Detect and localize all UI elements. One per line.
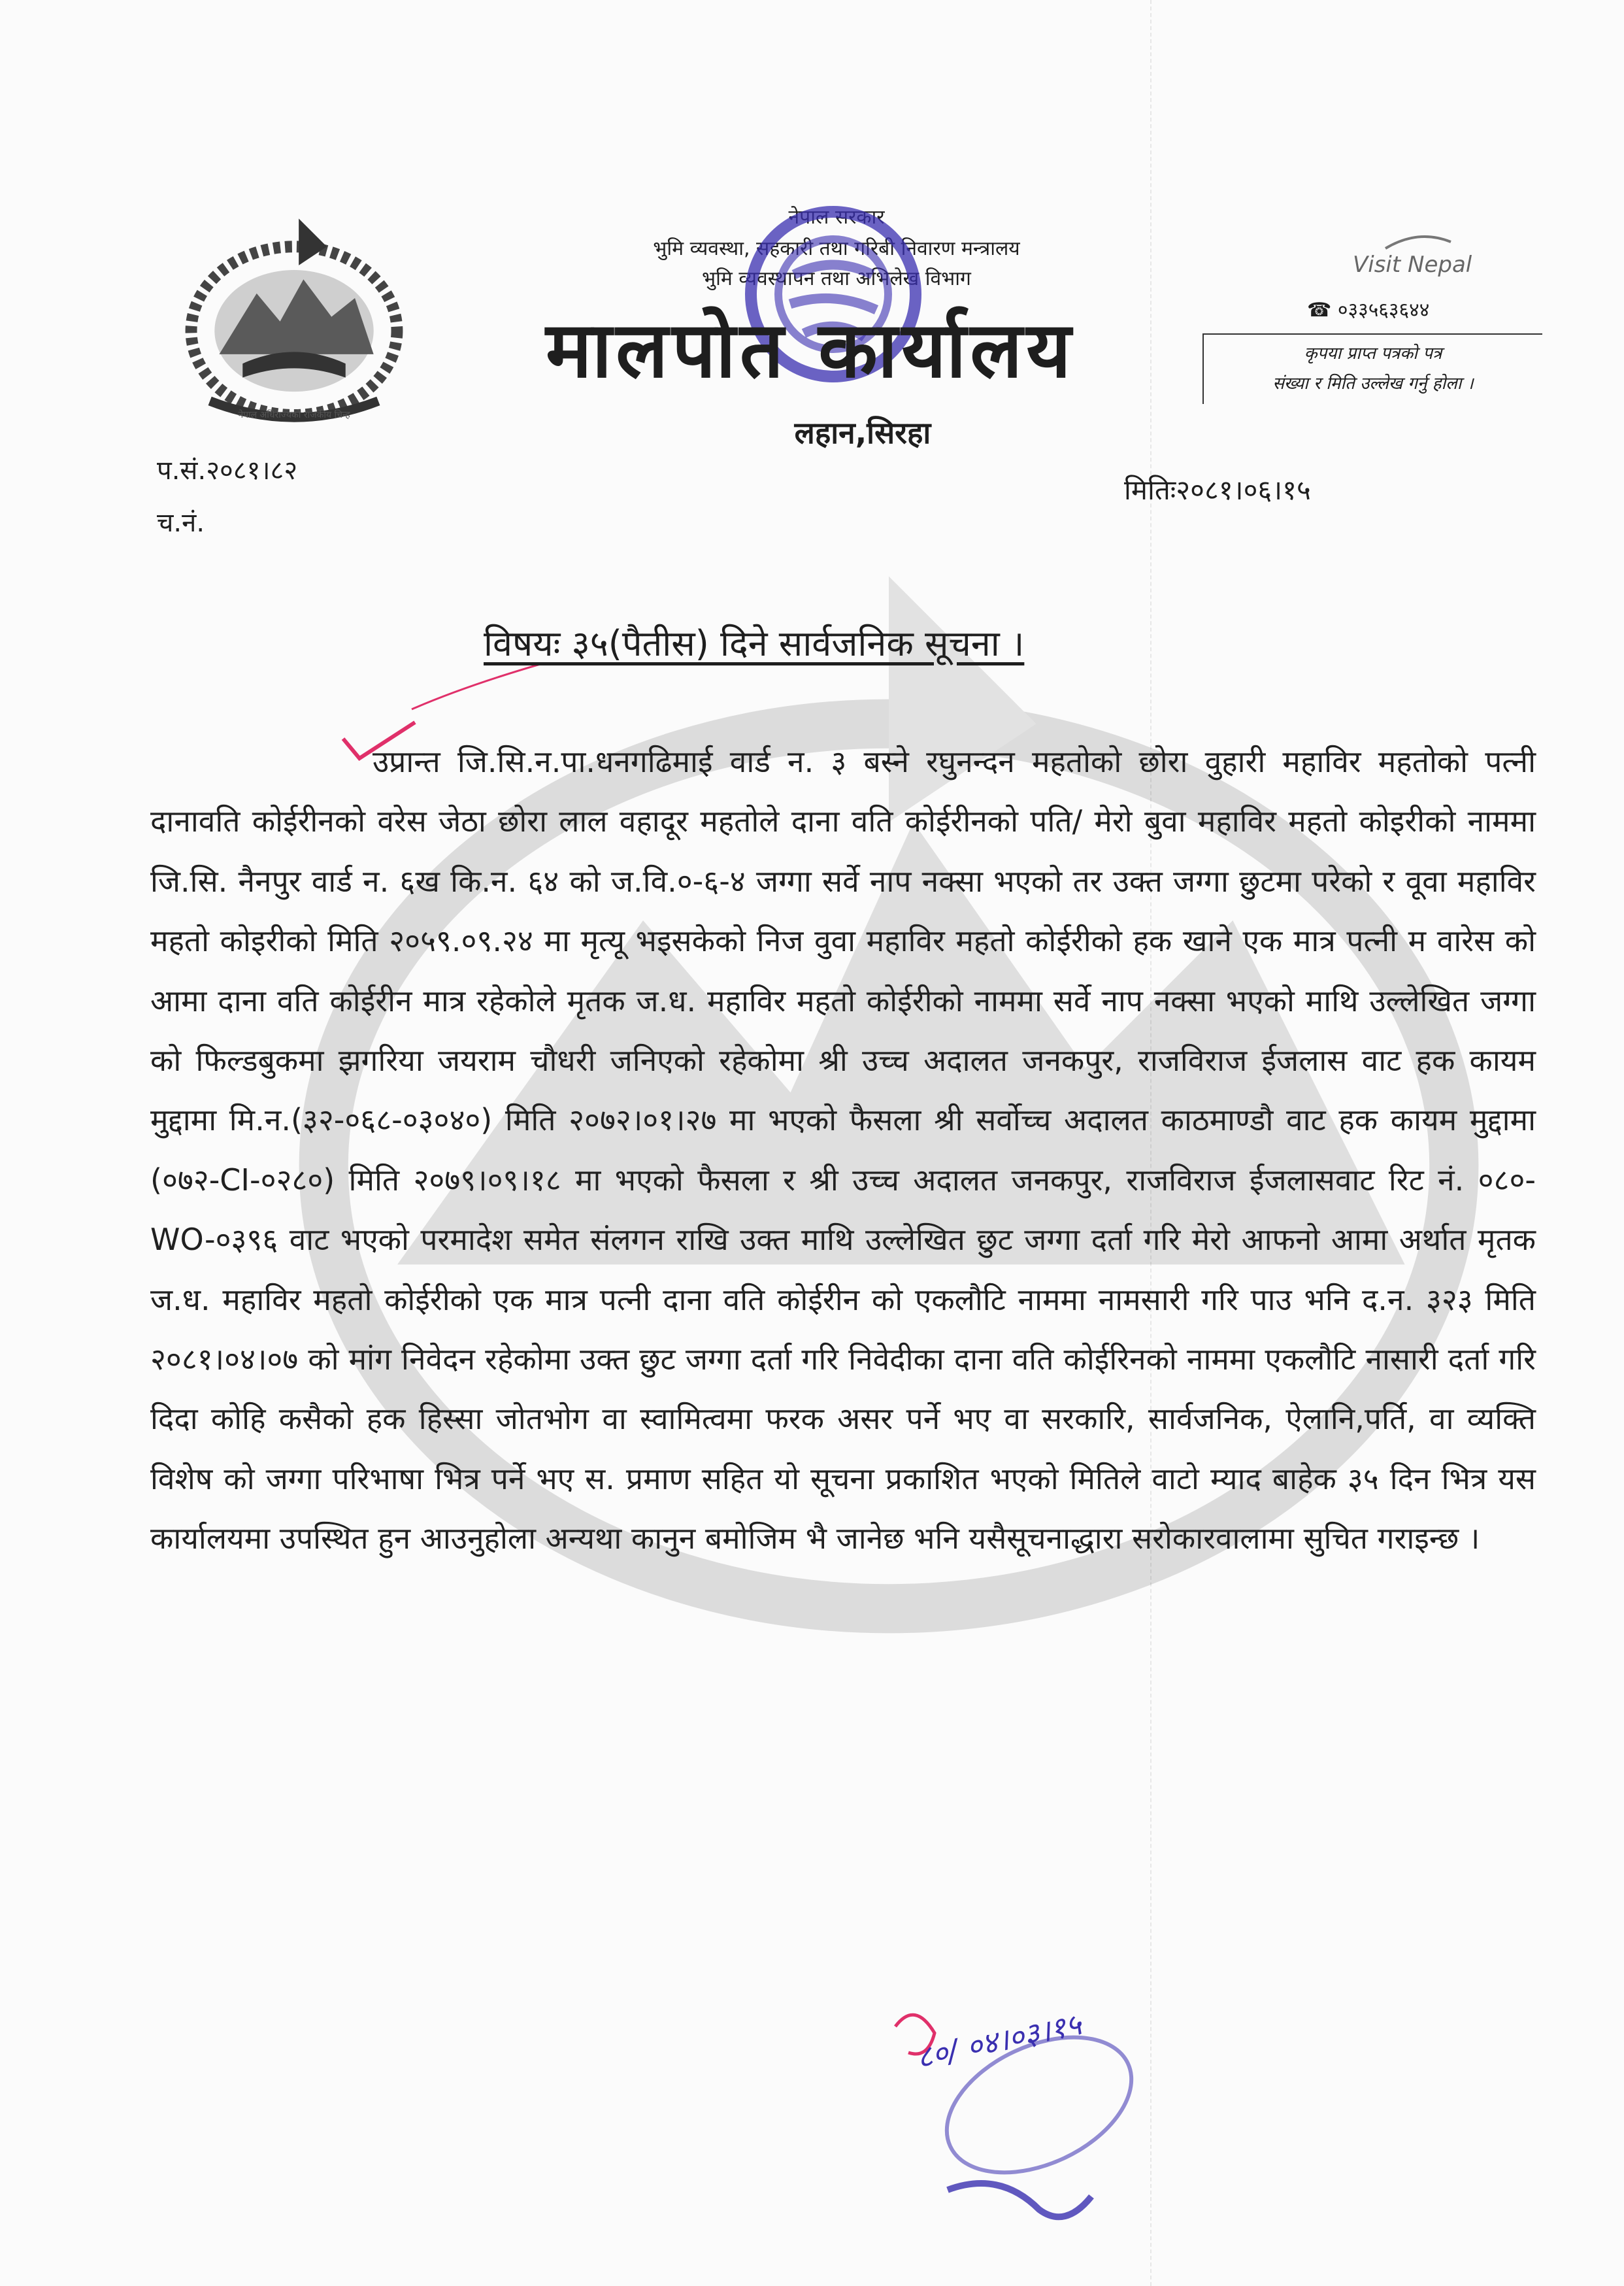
instruction-note-box xyxy=(1202,333,1542,404)
subject-heading: विषयः ३५(पैतीस) दिने सार्वजनिक सूचना । xyxy=(484,623,1025,664)
gov-line-1: नेपाल सरकार xyxy=(788,206,885,229)
note-line-2: संख्या र मिति उल्लेख गर्नु होला । xyxy=(1272,374,1474,394)
notice-body: उप्रान्त जि.सि.न.पा.धनगढिमाई वार्ड न. ३ बस्ने रघुनन्दन महतोको छोरा वुहारी महाविर महतोको पत्नी दानावति कोईरीनको वरेस जेठा छोरा लाल वहादूर महतोले दाना वति कोईरीनको पति/ मेरो बुवा महाविर महतो कोइरीको नाममा जि.सि. नैनपुर वार्ड न. ६ख कि.न. ६४ को ज.वि.०-६-४ जग्गा सर्वे नाप नक्सा भएको तर उक्त जग्गा छुटमा परेको र वूवा महाविर महतो कोइरीको मिति २०५९.०९.२४ मा मृत्यू भइसकेको निज वुवा महाविर महतो कोईरीको हक खाने एक मात्र पत्नी म वारेस को आमा दाना वति कोईरीन मात्र रहेकोले मृतक ज.ध. महाविर महतो कोईरीको नाममा सर्वे नाप नक्सा भएको माथि उल्लेखित जग्गा को फिल्डबुकमा झगरिया जयराम चौधरी जनिएको रहेकोमा श्री उच्च अदालत जनकपुर, राजविराज ईजलास वाट हक कायम मुद्दामा मि.न.(३२-०६८-०३०४०) मिति २०७२।०१।२७ मा भएको फैसला श्री सर्वोच्च अदालत काठमाण्डौ वाट हक कायम मुद्दामा (०७२-CI-०२८०) मिति २०७९।०९।१८ मा भएको फैसला र श्री उच्च अदालत जनकपुर, राजविराज ईजलासवाट रिट नं. ०८०-WO-०३९६ वाट भएको परमादेश समेत संलगन राखि उक्त माथि उल्लेखित छुट जग्गा दर्ता गरि मेरो आफनो आमा अर्थात मृतक ज.ध. महाविर महतो कोईरीको एक मात्र पत्नी दाना वति कोईरीन को एकलौटि नाममा नामसारी गरि पाउ भनि द.न. ३२३ मिति २०८१।०४।०७ को मांग निवेदन रहेकोमा उक्त छुट जग्गा दर्ता गरि निवेदीका दाना वति कोईरिनको नाममा एकलौटि नासारी दर्ता गरि दिदा कोहि कसैको हक हिस्सा जोतभोग वा स्वामित्वमा फरक असर पर्ने भए वा सरकारि, सार्वजनिक, ऐलानि,पर्ति, वा व्यक्ति विशेष को जग्गा परिभाषा भित्र पर्ने भए स. प्रमाण सहित यो सूचना प्रकाशित भएको मितिले वाटो म्याद बाहेक ३५ दिन भित्र यस कार्यालयमा उपस्थित हुन आउनुहोला अन्यथा कानुन बमोजिम भै जानेछ भनि यसैसूचनाद्धारा सरोकारवालामा सुचित गराइन्छ । xyxy=(150,744,1536,1556)
gov-line-2: भुमि व्यवस्था, सहकारी तथा गरिबी निवारण मन्त्रालय xyxy=(653,237,1020,260)
nepal-emblem-icon xyxy=(176,209,412,431)
svg-text:Visit Nepal: Visit Nepal xyxy=(1353,252,1472,278)
red-pen-mark xyxy=(405,660,549,713)
office-location: लहान,सिरहा xyxy=(794,415,931,450)
dispatch-number: च.नं. xyxy=(157,508,205,538)
letter-date: मितिः२०८१।०६।१५ xyxy=(1124,474,1311,506)
visit-nepal-logo xyxy=(1346,229,1516,281)
handwritten-date: ८०/ ०४।०३।१५ xyxy=(913,2006,1085,2076)
note-line-1: कृपया प्राप्त पत्रको पत्र xyxy=(1304,344,1442,363)
office-phone: ☎ ०३३५६३६४४ xyxy=(1307,299,1430,322)
letter-number: प.सं.२०८१।८२ xyxy=(157,456,298,486)
signature-stamp xyxy=(869,1974,1157,2236)
office-title: मालपोत कार्यालय xyxy=(546,305,1075,395)
emblem-caption: नेपाल अधिराज्यको राजकीय चिन्ह xyxy=(238,410,350,420)
gov-line-3: भुमि व्यवस्थापन तथा अभिलेख विभाग xyxy=(702,267,971,290)
